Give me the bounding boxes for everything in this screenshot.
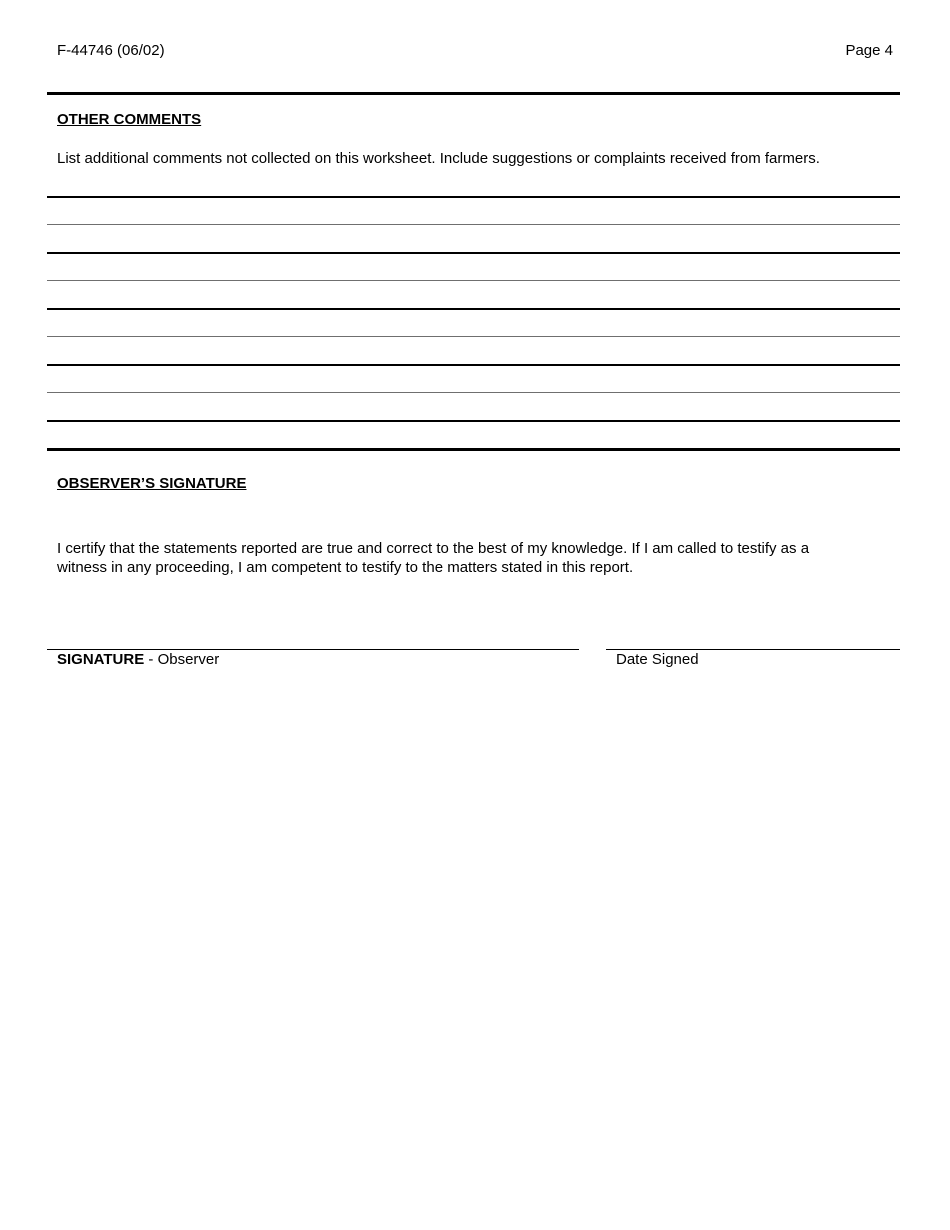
comment-line[interactable] (47, 336, 900, 337)
comments-instructions: List additional comments not collected on this worksheet. Include suggestions or complaints received from farmers. (57, 150, 820, 167)
date-signed-label: Date Signed (616, 651, 699, 668)
page-number: Page 4 (845, 42, 893, 59)
date-signed-field[interactable] (606, 649, 900, 650)
comment-line[interactable] (47, 448, 900, 451)
comment-line[interactable] (47, 224, 900, 225)
signature-label-bold: SIGNATURE (57, 651, 145, 668)
other-comments-heading: OTHER COMMENTS (57, 111, 202, 128)
comment-line[interactable] (47, 420, 900, 422)
signature-field[interactable] (47, 649, 579, 650)
comment-line[interactable] (47, 252, 900, 254)
certification-line: I certify that the statements reported are true and correct to the best of my knowledge. If I am called to testify as a (57, 540, 810, 557)
comment-line[interactable] (47, 280, 900, 281)
top-divider (47, 92, 900, 95)
comment-line[interactable] (47, 392, 900, 393)
comment-line[interactable] (47, 196, 900, 198)
comment-line[interactable] (47, 308, 900, 310)
certification-line: witness in any proceeding, I am competent to testify to the matters stated in this report. (57, 559, 634, 576)
observer-signature-heading: OBSERVER’S SIGNATURE (57, 475, 247, 492)
certification-statement (57, 539, 877, 577)
comment-line[interactable] (47, 364, 900, 366)
signature-label-role: - Observer (144, 651, 220, 668)
form-number: F-44746 (06/02) (57, 42, 165, 59)
signature-label (57, 651, 219, 668)
